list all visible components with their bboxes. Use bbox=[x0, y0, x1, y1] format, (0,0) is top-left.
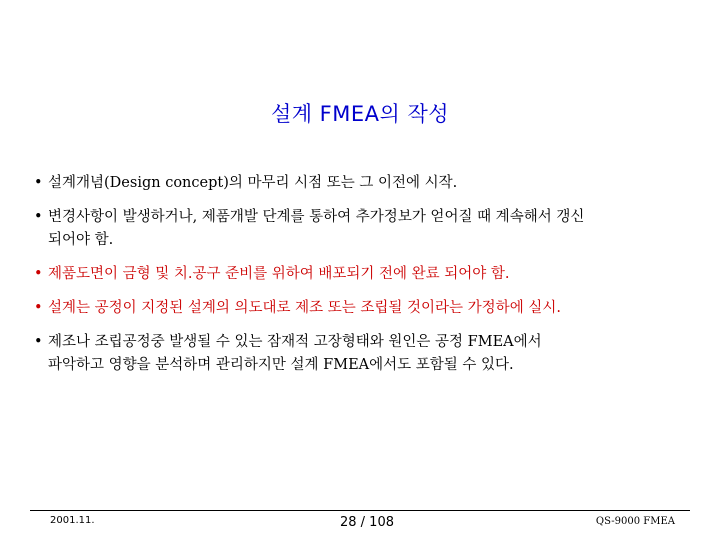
bullet-item-4 bbox=[30, 297, 690, 320]
bullet-dot: • bbox=[34, 266, 43, 282]
bullet-list bbox=[30, 172, 690, 388]
bullet-dot: • bbox=[34, 300, 43, 316]
bullet-dot: • bbox=[34, 209, 43, 225]
bullet-text-continued: 파악하고 영향을 분석하며 관리하지만 설계 FMEA에서도 포함될 수 있다. bbox=[48, 357, 514, 373]
bullet-text: 제품도면이 금형 및 치.공구 준비를 위하여 배포되기 전에 완료 되어야 함. bbox=[48, 266, 510, 282]
bullet-item-1 bbox=[30, 172, 690, 195]
footer-page-number: 28 / 108 bbox=[340, 515, 394, 530]
footer-document-id: QS-9000 FMEA bbox=[595, 516, 675, 527]
slide-title: 설계 FMEA의 작성 bbox=[270, 102, 450, 126]
bullet-item-2 bbox=[30, 206, 690, 252]
bullet-item-3 bbox=[30, 263, 690, 286]
bullet-text: 설계개념(Design concept)의 마무리 시점 또는 그 이전에 시작. bbox=[48, 175, 458, 191]
bullet-text-continued: 되어야 함. bbox=[48, 232, 114, 248]
bullet-dot: • bbox=[34, 175, 43, 191]
footer-date: 2001.11. bbox=[50, 515, 95, 526]
bullet-text: 변경사항이 발생하거나, 제품개발 단계를 통하여 추가정보가 얻어질 때 계속해서 갱신 bbox=[48, 209, 585, 225]
bullet-item-5 bbox=[30, 331, 690, 377]
footer-divider bbox=[30, 510, 690, 511]
bullet-dot: • bbox=[34, 334, 43, 350]
bullet-text: 설계는 공정이 지정된 설계의 의도대로 제조 또는 조립될 것이라는 가정하에 실시. bbox=[48, 300, 561, 316]
bullet-text: 제조나 조립공정중 발생될 수 있는 잠재적 고장형태와 원인은 공정 FMEA에서 bbox=[48, 334, 542, 350]
